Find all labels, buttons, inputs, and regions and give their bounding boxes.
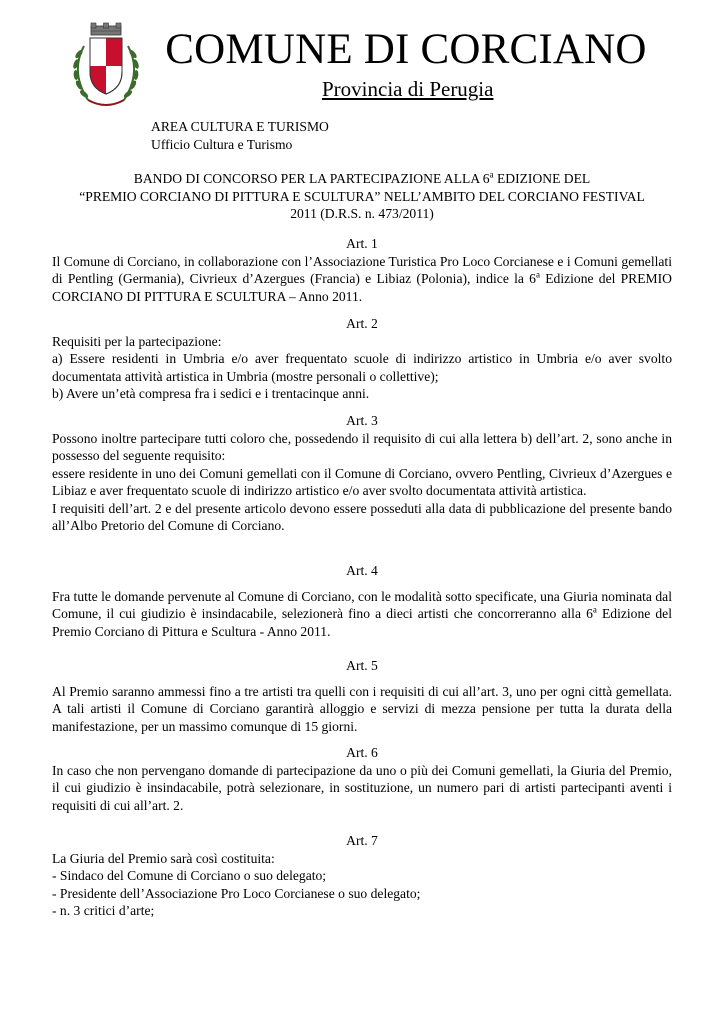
- article-text-a: Il Comune di Corciano, in collaborazione con l’Associazione Turistica Pro Loco Corcianese e i Comuni gemellati di Pentling (Germania), Civrieux d’Azergues (Francia) e Libiaz (Polonia), indice la 6: [52, 253, 672, 286]
- article-intro: La Giuria del Premio sarà così costituita:: [52, 850, 275, 866]
- heading-line3: 2011 (D.R.S. n. 473/2011): [290, 206, 434, 221]
- requirement-a: a) Essere residenti in Umbria e/o aver frequentato scuole di indirizzo artistico in Umbria e/o aver svolto documentata attività artistica in Umbria (mostre personali o collettive);: [52, 351, 672, 384]
- article-text-b: Edizione del Premio Corciano di Pittura e Scultura - Anno 2011.: [52, 606, 672, 639]
- article-1: [52, 235, 672, 305]
- article-text: [52, 588, 672, 641]
- superscript: a: [592, 604, 597, 615]
- office-label: Ufficio Cultura e Turismo: [151, 136, 293, 152]
- article-3: [52, 412, 672, 535]
- page-title: COMUNE DI CORCIANO: [165, 26, 647, 73]
- article-paragraph: essere residente in uno dei Comuni gemellati con il Comune di Corciano, ovvero Pentling, Civrieux d’Azergues e Libiaz e aver frequentato scuole di indirizzo artistico e/o aver svolto documentata attività artistica.: [52, 465, 672, 498]
- heading-superscript: a: [489, 169, 494, 180]
- article-text: Al Premio saranno ammessi fino a tre artisti tra quelli con i requisiti di cui all’art. 3, uno per ogni città gemellata. A tali artisti il Comune di Corciano garantirà alloggio e servizi di mezza pensione per tutta la durata della manifestazione, per un massimo comunque di 15 giorni.: [52, 683, 672, 734]
- article-5: [52, 657, 672, 735]
- article-7: [52, 832, 672, 920]
- article-paragraph: Possono inoltre partecipare tutti coloro che, possedendo il requisito di cui alla lettera b) dell’art. 2, sono anche in possesso del seguente requisito:: [52, 430, 672, 463]
- superscript: a: [535, 269, 540, 280]
- article-paragraph: I requisiti dell’art. 2 e del presente articolo devono essere posseduti alla data di pubblicazione del presente bando all’Albo Pretorio del Comune di Corciano.: [52, 500, 672, 533]
- article-title: Art. 5: [346, 658, 378, 673]
- article-title: Art. 1: [346, 236, 378, 251]
- heading-line1-b: EDIZIONE DEL: [493, 171, 591, 186]
- article-text: In caso che non pervengano domande di partecipazione da uno o più dei Comuni gemellati, la Giuria del Premio, il cui giudizio è insindacabile, potrà selezionare, in sostituzione, un numero pari di artisti partecipanti aventi i requisiti di cui all’art. 2.: [52, 762, 672, 813]
- article-2: [52, 315, 672, 403]
- municipal-crest-icon: [66, 22, 146, 112]
- article-title: Art. 4: [346, 563, 378, 578]
- list-item: - Sindaco del Comune di Corciano o suo delegato;: [52, 868, 327, 883]
- article-text: [52, 253, 672, 306]
- article-intro: Requisiti per la partecipazione:: [52, 333, 222, 349]
- area-label: AREA CULTURA E TURISMO: [151, 119, 329, 134]
- requirement-b: b) Avere un’età compresa fra i sedici e i trentacinque anni.: [52, 386, 370, 401]
- list-item: - Presidente dell’Associazione Pro Loco Corcianese o suo delegato;: [52, 885, 421, 901]
- office-block: [151, 118, 329, 153]
- article-title: Art. 2: [346, 316, 378, 331]
- article-4: [52, 562, 672, 640]
- article-text-b: Edizione del PREMIO CORCIANO DI PITTURA E SCULTURA – Anno 2011.: [52, 271, 672, 304]
- heading-line1-a: BANDO DI CONCORSO PER LA PARTECIPAZIONE ALLA 6: [133, 171, 490, 186]
- article-6: [52, 744, 672, 814]
- article-title: Art. 6: [346, 745, 378, 760]
- list-item: - n. 3 critici d’arte;: [52, 903, 155, 918]
- article-title: Art. 3: [346, 413, 378, 428]
- article-text-a: Fra tutte le domande pervenute al Comune di Corciano, con le modalità sotto specificate, una Giuria nominata dal Comune, il cui giudizio è insindacabile, selezionerà fino a dieci artisti che concorreranno alla 6: [52, 588, 672, 621]
- document-heading: [52, 170, 672, 223]
- page-subtitle: Provincia di Perugia: [322, 77, 494, 101]
- article-title: Art. 7: [346, 833, 378, 848]
- heading-line2: “PREMIO CORCIANO DI PITTURA E SCULTURA” NELL’AMBITO DEL CORCIANO FESTIVAL: [79, 188, 645, 204]
